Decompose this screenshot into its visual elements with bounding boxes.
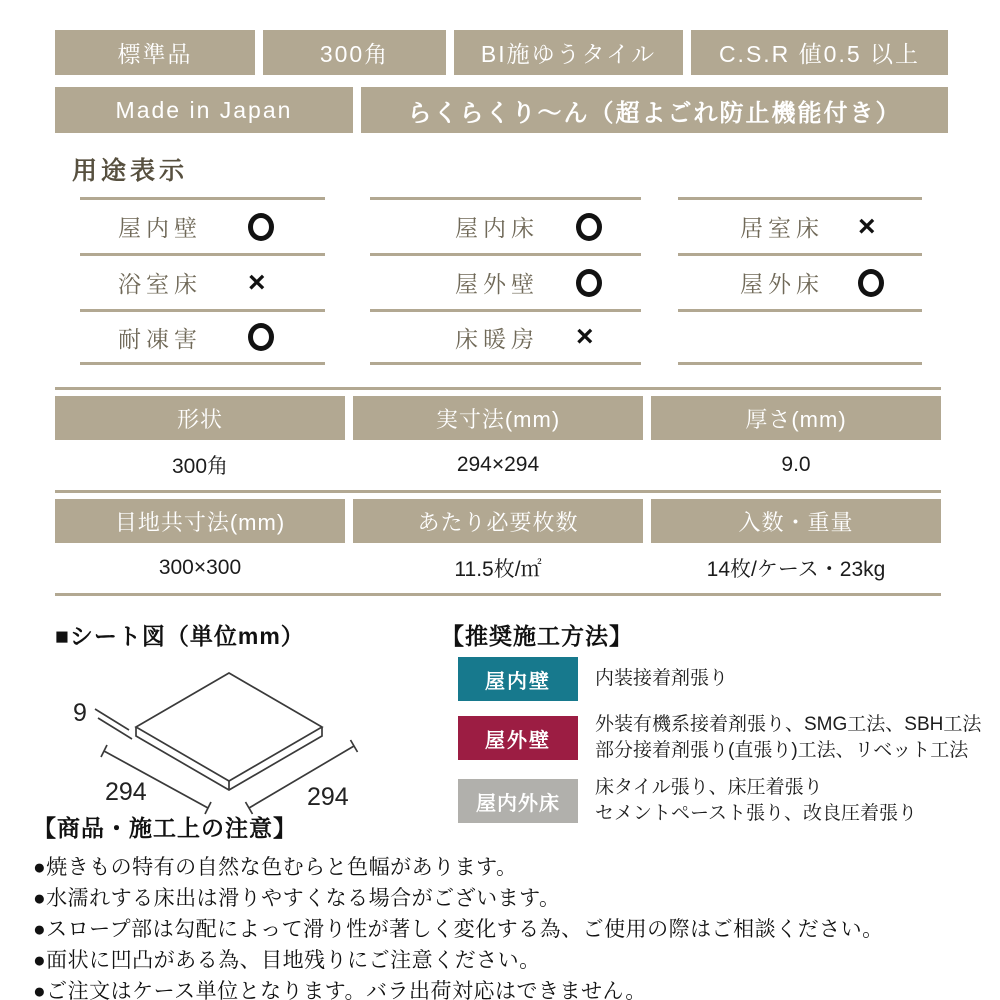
grade-badge: 標準品	[55, 30, 255, 75]
construction-badge-indoor-outdoor-floor: 屋内外床	[458, 779, 578, 823]
construction-method-text: 外装有機系接着剤張り、SMG工法、SBH工法 部分接着剤張り(直張り)工法、リベット工法	[595, 714, 982, 761]
notes-title: 【商品・施工上の注意】	[33, 815, 297, 841]
usage-mark-icon	[858, 269, 884, 297]
spec-value-cell: 11.5枚/㎡	[454, 558, 542, 581]
note-item: ●面状に凹凸がある為、目地残りにご注意ください。	[33, 949, 541, 972]
sheet-diagram-title: ■シート図（単位mm）	[55, 623, 305, 649]
spec-header-cell: 実寸法(mm)	[353, 396, 643, 440]
usage-label: 浴室床	[118, 271, 202, 297]
usage-mark-icon	[576, 213, 602, 241]
note-item: ●スロープ部は勾配によって滑り性が著しく変化する為、ご使用の際はご相談ください。	[33, 918, 884, 941]
spec-header-cell: 形状	[55, 396, 345, 440]
usage-label: 屋外壁	[455, 271, 539, 297]
usage-row	[80, 253, 325, 309]
csr-value-badge: C.S.R 値0.5 以上	[691, 30, 948, 75]
usage-row	[370, 197, 641, 253]
usage-row-empty	[678, 309, 922, 365]
notes-section	[33, 810, 1000, 1000]
feature-badge: らくらくり～ん（超よごれ防止機能付き）	[361, 87, 948, 133]
usage-mark-icon	[248, 323, 274, 351]
usage-row	[80, 309, 325, 365]
construction-row	[458, 712, 1000, 764]
usage-row	[678, 197, 922, 253]
construction-row	[458, 657, 1000, 701]
usage-mark-icon: ×	[248, 265, 266, 299]
usage-section-title: 用途表示	[72, 157, 189, 185]
badge-row-2	[55, 87, 1000, 133]
spec-table-bottom-rule	[55, 593, 941, 596]
usage-label: 屋内床	[455, 215, 539, 241]
construction-badge-outdoor-wall: 屋外壁	[458, 716, 578, 760]
spec-header-cell: 入数・重量	[651, 499, 941, 543]
usage-label: 耐凍害	[118, 325, 202, 352]
spec-header-cell: 厚さ(mm)	[651, 396, 941, 440]
usage-label: 居室床	[740, 215, 824, 241]
origin-badge: Made in Japan	[55, 87, 353, 133]
bottom-area	[0, 618, 1000, 824]
spec-header-cell: 目地共寸法(mm)	[55, 499, 345, 543]
usage-row	[678, 253, 922, 309]
spec-value-cell: 300角	[171, 455, 229, 478]
svg-text:9: 9	[73, 699, 87, 727]
usage-mark-icon: ×	[576, 320, 594, 353]
tile-type-badge: BI施ゆうタイル	[454, 30, 683, 75]
spec-value-cell: 294×294	[456, 453, 540, 476]
size-badge: 300角	[263, 30, 446, 75]
usage-row	[370, 309, 641, 365]
usage-label: 屋外床	[740, 271, 824, 297]
spec-value-cell: 14枚/ケース・23kg	[706, 558, 886, 581]
svg-text:294: 294	[105, 778, 147, 806]
usage-column-1	[80, 197, 325, 365]
badge-row-1	[55, 30, 1000, 75]
svg-text:294: 294	[307, 783, 349, 811]
usage-mark-icon: ×	[858, 209, 876, 243]
usage-mark-icon	[576, 269, 602, 297]
usage-column-2	[370, 197, 641, 365]
construction-badge-indoor-wall: 屋内壁	[458, 657, 578, 701]
usage-row	[80, 197, 325, 253]
note-item: ●水濡れする床出は滑りやすくなる場合がございます。	[33, 887, 561, 910]
usage-label: 床暖房	[455, 325, 539, 352]
spec-tables	[55, 387, 941, 596]
construction-title: 【推奨施工方法】	[441, 623, 633, 649]
spec-table-1	[55, 387, 941, 490]
usage-label: 屋内壁	[118, 215, 202, 241]
construction-section	[441, 618, 1000, 824]
spec-table-2	[55, 490, 941, 593]
construction-row	[458, 775, 1000, 827]
tile-isometric-diagram-icon	[57, 655, 407, 827]
spec-value-cell: 9.0	[781, 453, 811, 476]
usage-column-3	[678, 197, 922, 365]
usage-row	[370, 253, 641, 309]
usage-mark-icon	[248, 213, 274, 241]
spec-value-cell: 300×300	[158, 556, 242, 579]
spec-header-cell: あたり必要枚数	[353, 499, 643, 543]
note-item: ●焼きもの特有の自然な色むらと色幅があります。	[33, 856, 518, 879]
construction-method-text: 床タイル張り、床圧着張り セメントペースト張り、改良圧着張り	[595, 777, 918, 824]
construction-method-text: 内装接着剤張り	[595, 668, 729, 689]
usage-table	[80, 197, 1000, 365]
sheet-diagram-section	[33, 618, 435, 810]
note-item: ●ご注文はケース単位となります。バラ出荷対応はできません。	[33, 980, 647, 1000]
